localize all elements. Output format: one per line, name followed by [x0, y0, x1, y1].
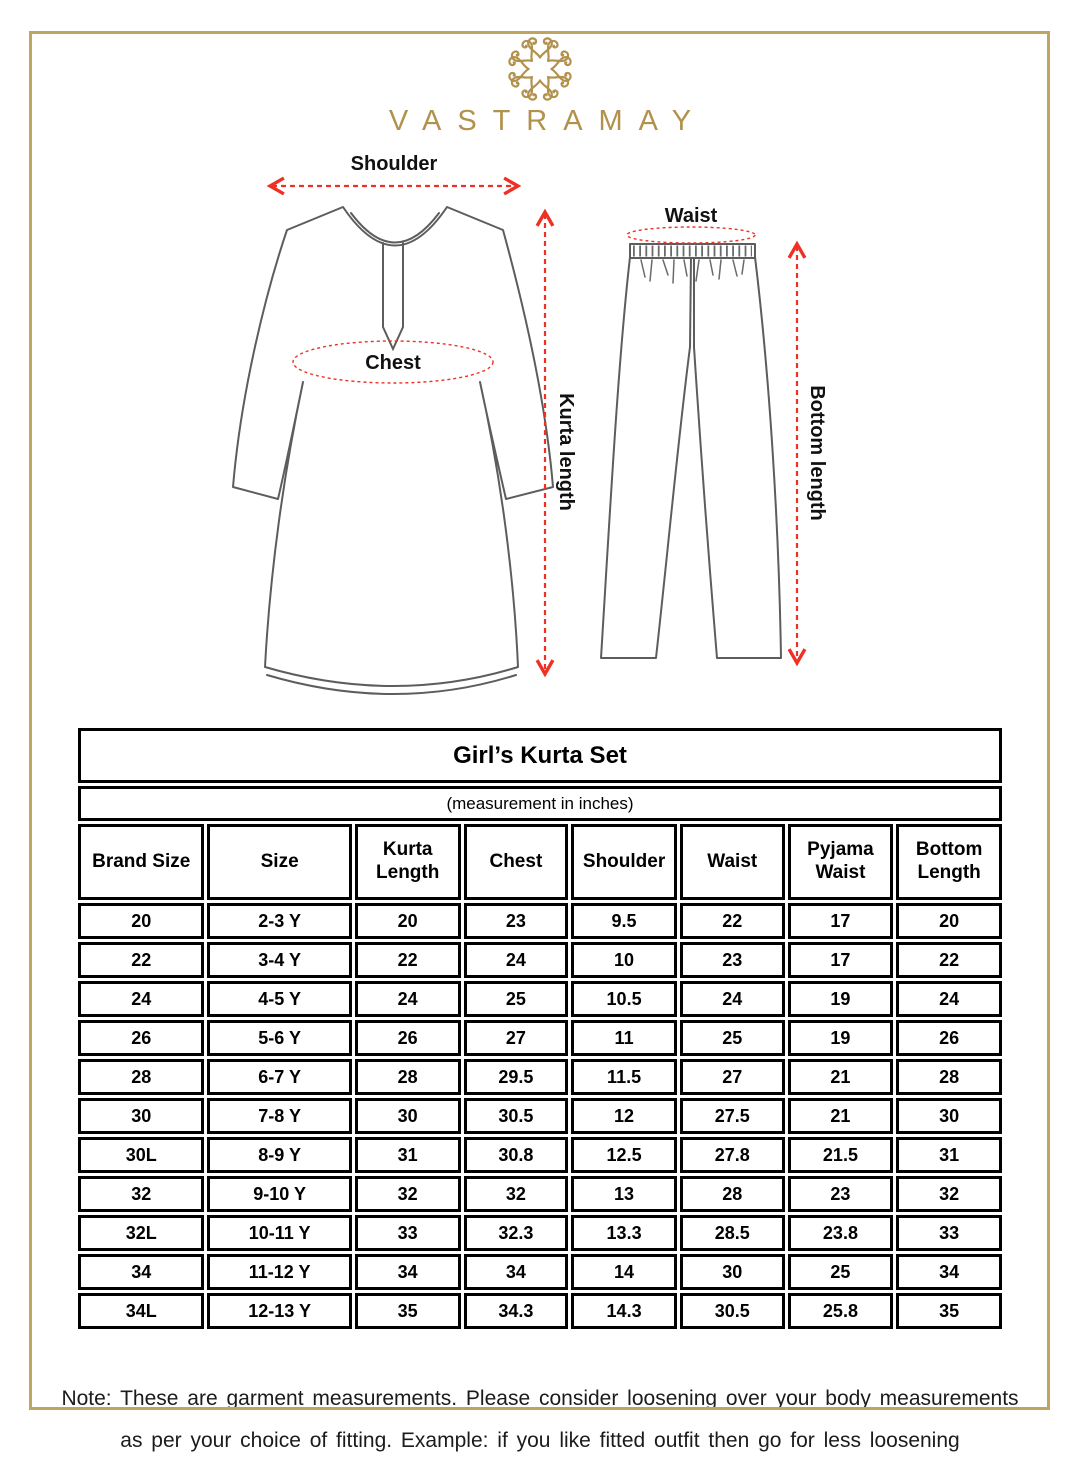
size-cell: 24 [896, 981, 1002, 1017]
size-cell: 34 [78, 1254, 204, 1290]
kurta-outline [233, 207, 553, 686]
size-cell: 10-11 Y [207, 1215, 351, 1251]
size-cell: 23 [680, 942, 785, 978]
size-cell: 24 [78, 981, 204, 1017]
size-cell: 26 [355, 1020, 461, 1056]
table-header-row [78, 824, 1002, 900]
size-row [78, 1059, 1002, 1095]
size-cell: 33 [896, 1215, 1002, 1251]
size-cell: 19 [788, 1020, 894, 1056]
kurta-sketch [233, 207, 553, 694]
size-cell: 28 [896, 1059, 1002, 1095]
size-cell: 28.5 [680, 1215, 785, 1251]
size-cell: 24 [680, 981, 785, 1017]
table-title: Girl’s Kurta Set [78, 728, 1002, 783]
size-cell: 10 [571, 942, 677, 978]
table-body [78, 903, 1002, 1329]
size-cell: 22 [680, 903, 785, 939]
size-cell: 29.5 [464, 1059, 569, 1095]
size-cell: 32 [78, 1176, 204, 1212]
size-cell: 30 [78, 1098, 204, 1134]
size-cell: 26 [78, 1020, 204, 1056]
size-cell: 11.5 [571, 1059, 677, 1095]
size-cell: 14.3 [571, 1293, 677, 1329]
size-cell: 2-3 Y [207, 903, 351, 939]
size-cell: 4-5 Y [207, 981, 351, 1017]
size-cell: 30 [896, 1098, 1002, 1134]
chest-label: Chest [365, 352, 421, 374]
size-cell: 5-6 Y [207, 1020, 351, 1056]
size-cell: 30 [680, 1254, 785, 1290]
size-row [78, 1254, 1002, 1290]
size-cell: 27.5 [680, 1098, 785, 1134]
size-cell: 27 [680, 1059, 785, 1095]
size-row [78, 1137, 1002, 1173]
size-cell: 33 [355, 1215, 461, 1251]
size-cell: 32 [355, 1176, 461, 1212]
size-cell: 25 [464, 981, 569, 1017]
size-cell: 22 [896, 942, 1002, 978]
size-cell: 25 [680, 1020, 785, 1056]
size-cell: 21 [788, 1098, 894, 1134]
size-cell: 25.8 [788, 1293, 894, 1329]
size-cell: 24 [464, 942, 569, 978]
pyjama-left-leg [601, 257, 691, 658]
size-cell: 32 [464, 1176, 569, 1212]
size-cell: 19 [788, 981, 894, 1017]
brand-logo [0, 0, 1080, 138]
size-cell: 21 [788, 1059, 894, 1095]
size-cell: 21.5 [788, 1137, 894, 1173]
size-cell: 8-9 Y [207, 1137, 351, 1173]
size-cell: 17 [788, 903, 894, 939]
size-row [78, 903, 1002, 939]
size-row [78, 1293, 1002, 1329]
size-cell: 23 [788, 1176, 894, 1212]
size-cell: 13 [571, 1176, 677, 1212]
size-cell: 22 [355, 942, 461, 978]
size-cell: 9.5 [571, 903, 677, 939]
size-cell: 23 [464, 903, 569, 939]
size-cell: 6-7 Y [207, 1059, 351, 1095]
size-cell: 34 [464, 1254, 569, 1290]
column-header: Kurta Length [355, 824, 461, 900]
size-cell: 30.5 [680, 1293, 785, 1329]
kurta-length-label: Kurta length [555, 393, 577, 511]
size-chart-table [75, 725, 1005, 1332]
size-cell: 23.8 [788, 1215, 894, 1251]
size-cell: 11 [571, 1020, 677, 1056]
size-cell: 28 [355, 1059, 461, 1095]
column-header: Chest [464, 824, 569, 900]
size-cell: 20 [78, 903, 204, 939]
size-cell: 20 [355, 903, 461, 939]
column-header: Shoulder [571, 824, 677, 900]
size-cell: 14 [571, 1254, 677, 1290]
table-subtitle-row [78, 786, 1002, 821]
size-cell: 35 [355, 1293, 461, 1329]
size-cell: 13.3 [571, 1215, 677, 1251]
bottom-length-label: Bottom length [806, 385, 828, 521]
size-cell: 30.5 [464, 1098, 569, 1134]
measurement-diagram [0, 142, 1080, 717]
size-cell: 12.5 [571, 1137, 677, 1173]
pyjama-right-leg [694, 257, 781, 658]
size-cell: 31 [896, 1137, 1002, 1173]
size-cell: 28 [78, 1059, 204, 1095]
size-row [78, 1020, 1002, 1056]
table-subtitle: (measurement in inches) [78, 786, 1002, 821]
size-row [78, 942, 1002, 978]
column-header: Size [207, 824, 351, 900]
size-cell: 35 [896, 1293, 1002, 1329]
size-cell: 34 [896, 1254, 1002, 1290]
size-cell: 30.8 [464, 1137, 569, 1173]
size-cell: 27 [464, 1020, 569, 1056]
size-cell: 34 [355, 1254, 461, 1290]
measurement-note: Note: These are garment measurements. Please consider loosening over your body measurements as per your choice of fitting. Example: if you like fitted outfit then go for less loosening [61, 1387, 1019, 1452]
size-cell: 32 [896, 1176, 1002, 1212]
size-cell: 17 [788, 942, 894, 978]
size-cell: 32L [78, 1215, 204, 1251]
column-header: Bottom Length [896, 824, 1002, 900]
size-cell: 7-8 Y [207, 1098, 351, 1134]
waist-ellipse [627, 227, 755, 243]
size-cell: 10.5 [571, 981, 677, 1017]
vastramay-ornament-icon [504, 33, 576, 105]
size-cell: 32.3 [464, 1215, 569, 1251]
size-cell: 34L [78, 1293, 204, 1329]
size-row [78, 1176, 1002, 1212]
size-cell: 30L [78, 1137, 204, 1173]
size-cell: 22 [78, 942, 204, 978]
pyjama-waistband [630, 244, 755, 258]
size-cell: 30 [355, 1098, 461, 1134]
size-row [78, 1215, 1002, 1251]
size-cell: 20 [896, 903, 1002, 939]
waist-label: Waist [664, 205, 718, 227]
column-header: Pyjama Waist [788, 824, 894, 900]
size-cell: 28 [680, 1176, 785, 1212]
size-row [78, 1098, 1002, 1134]
shoulder-label: Shoulder [350, 153, 438, 175]
size-cell: 27.8 [680, 1137, 785, 1173]
size-cell: 31 [355, 1137, 461, 1173]
brand-name: VASTRAMAY [388, 105, 708, 137]
size-cell: 26 [896, 1020, 1002, 1056]
size-cell: 9-10 Y [207, 1176, 351, 1212]
size-row [78, 981, 1002, 1017]
size-cell: 24 [355, 981, 461, 1017]
table-title-row [78, 728, 1002, 783]
pyjama-sketch [601, 244, 781, 658]
size-cell: 12 [571, 1098, 677, 1134]
column-header: Waist [680, 824, 785, 900]
size-cell: 25 [788, 1254, 894, 1290]
column-header: Brand Size [78, 824, 204, 900]
size-cell: 34.3 [464, 1293, 569, 1329]
size-cell: 11-12 Y [207, 1254, 351, 1290]
size-cell: 3-4 Y [207, 942, 351, 978]
size-cell: 12-13 Y [207, 1293, 351, 1329]
